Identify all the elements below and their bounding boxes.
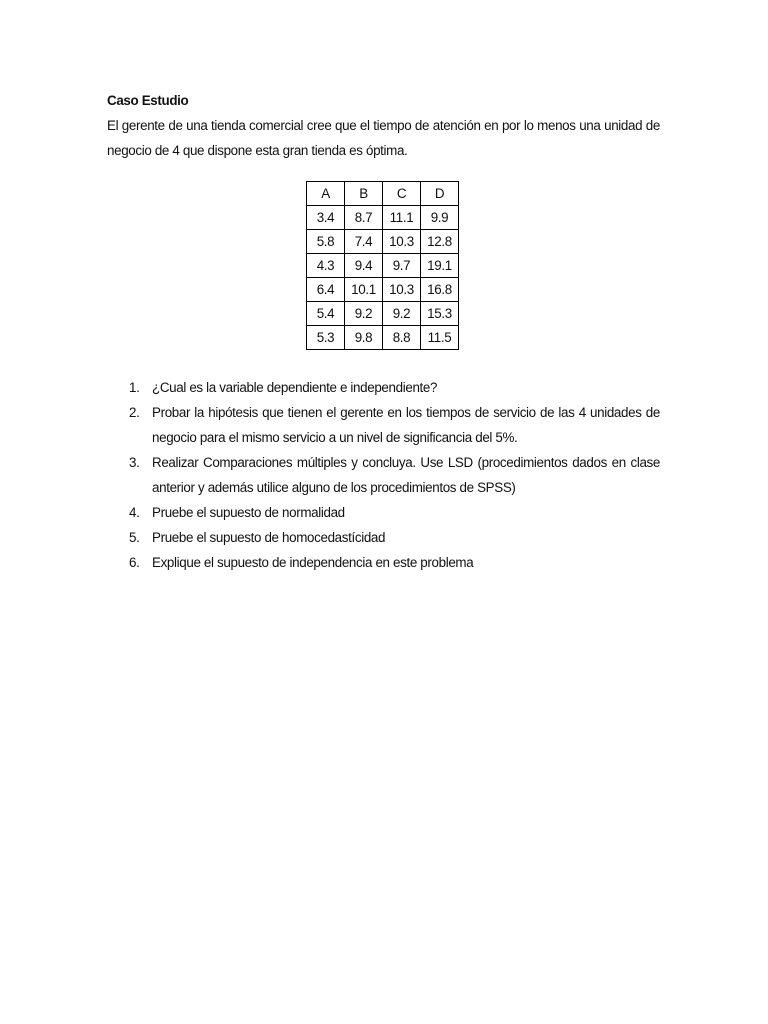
list-item	[107, 525, 660, 550]
document-title: Caso Estudio	[107, 93, 189, 108]
table-cell: 3.4	[307, 206, 345, 230]
list-item	[107, 500, 660, 525]
list-item	[107, 450, 660, 500]
table-cell: 11.1	[383, 206, 421, 230]
table-cell: 5.3	[307, 326, 345, 350]
table-row	[307, 326, 459, 350]
table-cell: 5.4	[307, 302, 345, 326]
column-header: A	[307, 182, 345, 206]
table-header-row	[307, 182, 459, 206]
table-cell: 4.3	[307, 254, 345, 278]
question-list	[107, 375, 660, 575]
table-row	[307, 302, 459, 326]
list-text: Pruebe el supuesto de normalidad	[152, 505, 345, 520]
table-cell: 8.8	[383, 326, 421, 350]
table-row	[307, 206, 459, 230]
document-page	[107, 88, 660, 575]
table-cell: 6.4	[307, 278, 345, 302]
table-cell: 9.4	[345, 254, 383, 278]
data-table	[306, 181, 459, 350]
table-row	[307, 278, 459, 302]
list-text: ¿Cual es la variable dependiente e independiente?	[152, 380, 438, 395]
intro-paragraph: El gerente de una tienda comercial cree que el tiempo de atención en por lo menos una unidad de negocio de 4 que dispone esta gran tienda es óptima.	[107, 118, 660, 158]
table-cell: 10.3	[383, 278, 421, 302]
list-number: 2.	[129, 405, 140, 420]
table-cell: 9.7	[383, 254, 421, 278]
table-cell: 11.5	[421, 326, 459, 350]
table-cell: 9.2	[345, 302, 383, 326]
table-row	[307, 254, 459, 278]
list-number: 3.	[129, 455, 140, 470]
table-cell: 19.1	[421, 254, 459, 278]
list-text: Explique el supuesto de independencia en este problema	[152, 555, 474, 570]
column-header: C	[383, 182, 421, 206]
list-text: Realizar Comparaciones múltiples y concluya. Use LSD (procedimientos dados en clase anterior y además utilice alguno de los procedimientos de SPSS)	[152, 455, 660, 495]
list-number: 6.	[129, 555, 140, 570]
list-number: 1.	[129, 380, 140, 395]
list-text: Pruebe el supuesto de homocedastícidad	[152, 530, 386, 545]
table-cell: 15.3	[421, 302, 459, 326]
table-row	[307, 230, 459, 254]
table-cell: 9.9	[421, 206, 459, 230]
column-header: D	[421, 182, 459, 206]
list-item	[107, 375, 660, 400]
list-text: Probar la hipótesis que tienen el gerente en los tiempos de servicio de las 4 unidades de negocio para el mismo servicio a un nivel de significancia del 5%.	[152, 405, 660, 445]
list-item	[107, 550, 660, 575]
list-item	[107, 400, 660, 450]
list-number: 4.	[129, 505, 140, 520]
table-cell: 10.3	[383, 230, 421, 254]
table-cell: 7.4	[345, 230, 383, 254]
table-cell: 5.8	[307, 230, 345, 254]
table-cell: 9.2	[383, 302, 421, 326]
column-header: B	[345, 182, 383, 206]
list-number: 5.	[129, 530, 140, 545]
table-cell: 9.8	[345, 326, 383, 350]
table-cell: 8.7	[345, 206, 383, 230]
table-cell: 10.1	[345, 278, 383, 302]
table-cell: 16.8	[421, 278, 459, 302]
table-cell: 12.8	[421, 230, 459, 254]
data-table-container	[306, 181, 660, 350]
